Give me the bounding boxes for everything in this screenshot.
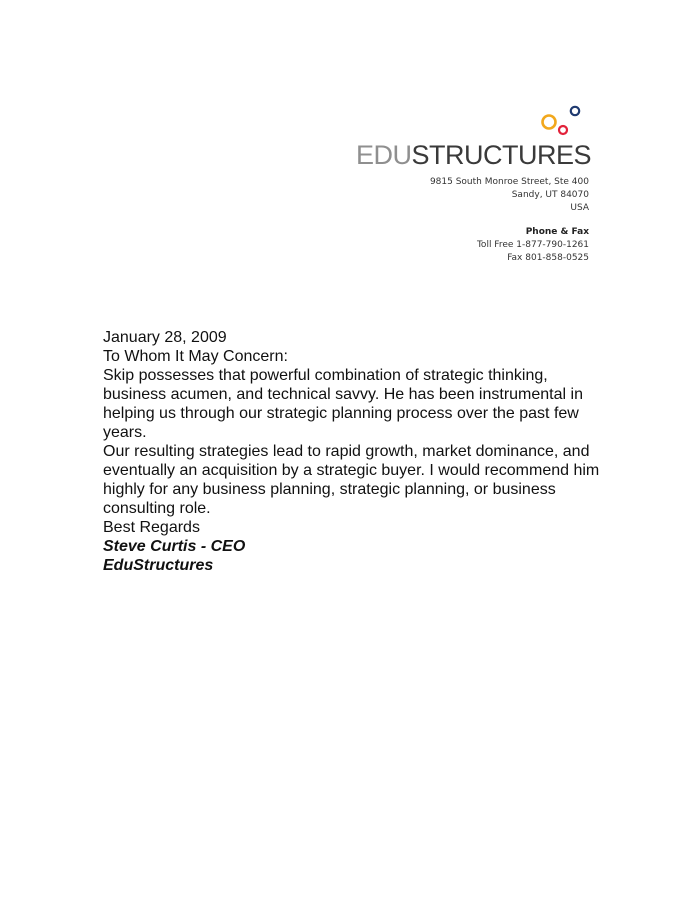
- letter-date: January 28, 2009: [103, 329, 227, 346]
- letter-closing: Best Regards: [103, 519, 200, 536]
- letter-paragraph-2: Our resulting strategies lead to rapid growth, market dominance, and eventually an acquisition by a strategic buyer. I would recommend him highly for any business planning, strategic planning, or business consulting role.: [103, 443, 600, 517]
- company-contact: [477, 226, 589, 265]
- fax-number: Fax 801-858-0525: [507, 253, 589, 263]
- letter-body: [103, 328, 603, 575]
- logo-circles-icon: [539, 104, 589, 138]
- letter-company: EduStructures: [103, 557, 214, 574]
- letter-signature: Steve Curtis - CEO: [103, 538, 246, 555]
- address-line-1: 9815 South Monroe Street, Ste 400: [429, 177, 589, 187]
- letter-paragraph-1: Skip possesses that powerful combination of strategic thinking, business acumen, and technical savvy. He has been instrumental in helping us through our strategic planning process over the past few years.: [103, 367, 583, 441]
- contact-heading: Phone & Fax: [525, 227, 589, 237]
- address-line-2: Sandy, UT 84070: [511, 190, 589, 200]
- logo-text-structures: STRUCTURES: [411, 140, 591, 170]
- letter-salutation: To Whom It May Concern:: [103, 348, 288, 365]
- address-line-3: USA: [570, 203, 589, 213]
- company-logo: [356, 140, 591, 170]
- company-address: [430, 176, 589, 215]
- toll-free-number: Toll Free 1-877-790-1261: [476, 240, 589, 250]
- logo-text-edu: EDU: [355, 140, 412, 170]
